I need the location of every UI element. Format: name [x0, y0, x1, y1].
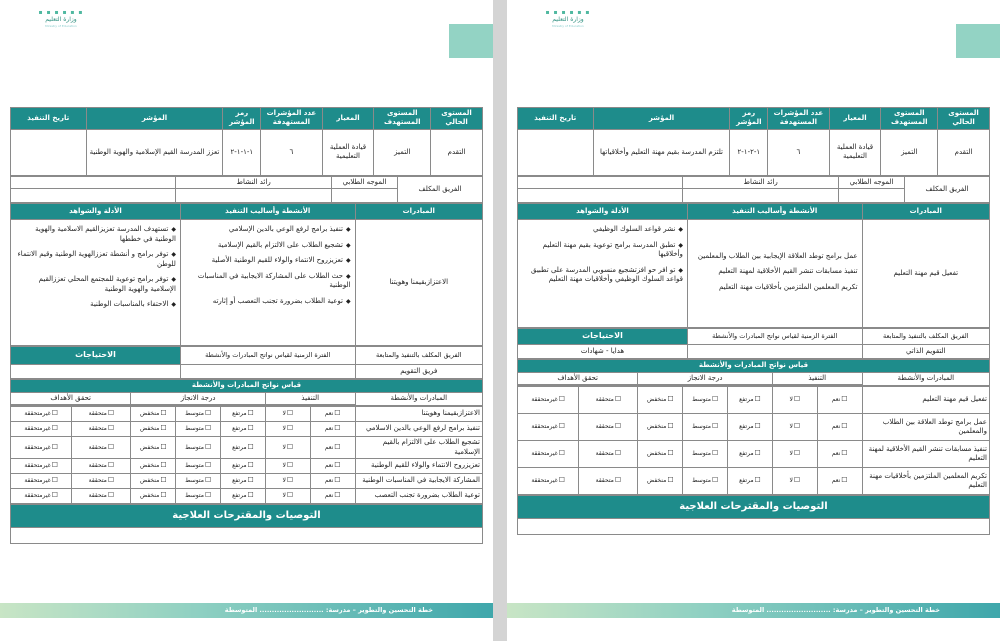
checkbox-no[interactable]: ☐ لا — [789, 396, 800, 403]
measure-rows-right — [517, 386, 990, 495]
checkbox-low[interactable]: ☐ منخفض — [140, 462, 167, 469]
checkbox-not-achieved[interactable]: ☐ غيرمتحققة — [24, 444, 58, 451]
checkbox-not-achieved[interactable]: ☐ غيرمتحققة — [531, 423, 565, 430]
page-footer: خطة التحسين والتطوير – مدرسة: .......................... المتوسطة — [0, 603, 493, 618]
checkbox-medium[interactable]: ☐ متوسط — [185, 444, 211, 451]
exec-date[interactable] — [11, 129, 87, 175]
checkbox-low[interactable]: ☐ منخفض — [647, 477, 674, 484]
measure-row-label: تشجيع الطلاب على الالتزام بالقيم الإسلامية — [355, 437, 482, 459]
measure-row-label: عمل برامج توطد العلاقة بين الطلاب والمعلمين — [862, 414, 989, 441]
checkbox-medium[interactable]: ☐ متوسط — [185, 462, 211, 469]
plan-content — [517, 107, 990, 535]
evidence-list: ◆ نشر قواعد السلوك الوظيفي ◆ تطبق المدرسة برامج توعوية بقيم مهنة التعليم وأخلاقيها ◆ تو افر حو افزتشجيع منسوبي المدرسة على تطبيق قواعد السلوك الوظيفي وأخلاقيات مهنة التعليم — [518, 220, 688, 328]
recommendations-body[interactable] — [518, 518, 990, 534]
current-level: التقدم — [938, 129, 990, 175]
checkbox-medium[interactable]: ☐ متوسط — [692, 423, 718, 430]
checkbox-not-achieved[interactable]: ☐ غيرمتحققة — [531, 396, 565, 403]
standard: قيادة العملية التعليمية — [829, 129, 881, 175]
measure-row-label: تفعيل قيم مهنة التعليم — [862, 387, 989, 414]
checkbox-high[interactable]: ☐ مرتفع — [739, 396, 761, 403]
checkbox-not-achieved[interactable]: ☐ غيرمتحققة — [531, 477, 565, 484]
measure-row — [518, 441, 990, 468]
measure-table: قياس نواتج المبادرات والأنشطة المبادرات والأنشطة التنفيذ درجة الانجاز تحقق الأهداف — [517, 359, 990, 386]
initiative: الاعتزازبقيمنا وهويتنا — [355, 220, 482, 346]
page-right — [507, 0, 1000, 641]
initiatives-table: المبادرات الأنشطة وأساليب التنفيذ الأدلة والشواهد تفعيل قيم مهنة التعليم عمل برامج توطد العلاقة الإيجابية بين الطلاب والمعلمين تنفيذ مسابقات تنشر القيم الأخلاقية لمهنة التعليم تكريم المعلمين الملتزمين بأخلاقيات مهنة التعليم ◆ نشر قواعد السلوك الوظيفي ◆ تطبق المدرسة برامج توعوية بقيم مهنة التعليم وأخلاقيها ◆ تو افر حو افزتشجيع منسوبي المدرسة على تطبيق قواعد السلوك الوظيفي وأخلاقيات مهنة التعليم — [517, 203, 990, 328]
corner-decoration — [449, 24, 493, 58]
checkbox-no[interactable]: ☐ لا — [282, 444, 293, 451]
checkbox-not-achieved[interactable]: ☐ غيرمتحققة — [531, 450, 565, 457]
measure-row-label: تنفيذ مسابقات تنشر القيم الأخلاقية لمهنة التعليم — [862, 441, 989, 468]
checkbox-achieved[interactable]: ☐ متحققة — [596, 477, 621, 484]
checkbox-medium[interactable]: ☐ متوسط — [185, 477, 211, 484]
checkbox-not-achieved[interactable]: ☐ غيرمتحققة — [24, 410, 58, 417]
checkbox-low[interactable]: ☐ منخفض — [647, 396, 674, 403]
checkbox-medium[interactable]: ☐ متوسط — [692, 396, 718, 403]
checkbox-high[interactable]: ☐ مرتفع — [232, 477, 254, 484]
indicator-text: تلتزم المدرسة بقيم مهنة التعليم وأخلاقياتها — [593, 129, 730, 175]
checkbox-yes[interactable]: ☐ نعم — [325, 410, 341, 417]
checkbox-no[interactable]: ☐ لا — [789, 450, 800, 457]
checkbox-no[interactable]: ☐ لا — [282, 477, 293, 484]
checkbox-high[interactable]: ☐ مرتفع — [739, 477, 761, 484]
checkbox-yes[interactable]: ☐ نعم — [325, 425, 341, 432]
checkbox-medium[interactable]: ☐ متوسط — [185, 425, 211, 432]
checkbox-achieved[interactable]: ☐ متحققة — [596, 450, 621, 457]
measure-row — [11, 437, 483, 459]
checkbox-not-achieved[interactable]: ☐ غيرمتحققة — [24, 492, 58, 499]
checkbox-yes[interactable]: ☐ نعم — [325, 477, 341, 484]
team-table: الفريق المكلف الموجه الطلابي رائد النشاط — [10, 176, 483, 203]
checkbox-medium[interactable]: ☐ متوسط — [185, 492, 211, 499]
checkbox-high[interactable]: ☐ مرتفع — [232, 492, 254, 499]
measure-row-label: تكريم المعلمين الملتزمين بأخلاقيات مهنة التعليم — [862, 468, 989, 495]
checkbox-achieved[interactable]: ☐ متحققة — [89, 425, 114, 432]
checkbox-yes[interactable]: ☐ نعم — [325, 444, 341, 451]
checkbox-no[interactable]: ☐ لا — [282, 410, 293, 417]
checkbox-no[interactable]: ☐ لا — [282, 462, 293, 469]
checkbox-low[interactable]: ☐ منخفض — [140, 444, 167, 451]
checkbox-high[interactable]: ☐ مرتفع — [232, 410, 254, 417]
measure-row — [518, 387, 990, 414]
checkbox-low[interactable]: ☐ منخفض — [140, 492, 167, 499]
checkbox-achieved[interactable]: ☐ متحققة — [89, 477, 114, 484]
corner-decoration — [956, 24, 1000, 58]
checkbox-low[interactable]: ☐ منخفض — [140, 477, 167, 484]
checkbox-achieved[interactable]: ☐ متحققة — [89, 410, 114, 417]
ministry-logo: ▪ ▪ ▪ ▪ ▪ ▪ وزارة التعليم Ministry of Education — [545, 9, 591, 28]
recommendations: التوصيات والمقترحات العلاجية — [517, 495, 990, 535]
checkbox-high[interactable]: ☐ مرتفع — [739, 450, 761, 457]
activities-list: عمل برامج توطد العلاقة الإيجابية بين الطلاب والمعلمين تنفيذ مسابقات تنشر القيم الأخلاقية لمهنة التعليم تكريم المعلمين الملتزمين بأخلاقيات مهنة التعليم — [687, 220, 862, 328]
team-table: الفريق المكلف الموجه الطلابي رائد النشاط — [517, 176, 990, 203]
indicator-text: تعزز المدرسة القيم الإسلامية والهوية الوطنية — [86, 129, 223, 175]
checkbox-yes[interactable]: ☐ نعم — [832, 396, 848, 403]
ministry-logo: ▪ ▪ ▪ ▪ ▪ ▪ وزارة التعليم Ministry of Education — [38, 9, 84, 28]
measure-row-label: تنفيذ برامج لرفع الوعي بالدين الاسلامي — [355, 422, 482, 437]
page-left — [0, 0, 493, 641]
checkbox-low[interactable]: ☐ منخفض — [140, 410, 167, 417]
checkbox-not-achieved[interactable]: ☐ غيرمتحققة — [24, 477, 58, 484]
target-level: التميز — [881, 129, 938, 175]
indicator-table: المستوى الحالي المستوى المستهدف المعيار عدد المؤشرات المستهدفة رمز المؤشر المؤشر تاريخ التنفيذ التقدم التميز قيادة العملية التعليمية ٦ ١-١-١-٢ تعزز المدرسة القيم الإسلامية والهوية الوطنية — [10, 107, 483, 176]
measure-row — [11, 422, 483, 437]
checkbox-not-achieved[interactable]: ☐ غيرمتحققة — [24, 462, 58, 469]
checkbox-achieved[interactable]: ☐ متحققة — [596, 396, 621, 403]
page-footer: خطة التحسين والتطوير – مدرسة: .......................... المتوسطة — [507, 603, 1000, 618]
evidence-list: ◆ تستهدف المدرسة تعزيزالقيم الاسلامية والهوية الوطنية في خططها ◆ توفر برامج و أنشطة تعززالهوية الوطنية وقيم الانتماء للوطن ◆ توفر برامج توعوية للمجتمع المحلي تعززالقيم الإسلامية والهوية الوطنية ◆ الاحتفاء بالمناسبات الوطنية — [11, 220, 181, 346]
measure-row — [518, 414, 990, 441]
measure-row — [11, 459, 483, 474]
indicator-table: المستوى الحالي المستوى المستهدف المعيار عدد المؤشرات المستهدفة رمز المؤشر المؤشر تاريخ التنفيذ التقدم التميز قيادة العملية التعليمية ٦ ١-٢-١-٢ تلتزم المدرسة بقيم مهنة التعليم وأخلاقياتها — [517, 107, 990, 176]
standard: قيادة العملية التعليمية — [322, 129, 374, 175]
indicator-code: ١-٢-١-٢ — [730, 129, 768, 175]
plan-content — [10, 107, 483, 544]
activities-list: ◆ تنفيذ برامج لرفع الوعي بالدين الإسلامي ◆ تشجيع الطلاب على الالتزام بالقيم الإسلامية ◆ تعزيزروح الانتماء والولاء للقيم الوطنية الأصلية ◆ حث الطلاب على المشاركة الايجابية في المناسبات الوطنية ◆ توعية الطلاب بضرورة تجنب التعصب أو إثارته — [180, 220, 355, 346]
measure-row-label: الاعتزازبقيمنا وهويتنا — [355, 407, 482, 422]
checkbox-yes[interactable]: ☐ نعم — [832, 450, 848, 457]
checkbox-not-achieved[interactable]: ☐ غيرمتحققة — [24, 425, 58, 432]
measure-row — [11, 407, 483, 422]
measure-row-label: تعزيزروح الانتماء والولاء للقيم الوطنية — [355, 459, 482, 474]
checkbox-high[interactable]: ☐ مرتفع — [232, 444, 254, 451]
target-indicators: ٦ — [261, 129, 322, 175]
checkbox-achieved[interactable]: ☐ متحققة — [89, 492, 114, 499]
current-level: التقدم — [431, 129, 483, 175]
checkbox-no[interactable]: ☐ لا — [282, 492, 293, 499]
measure-row-label: المشاركة الايجابية في المناسبات الوطنية — [355, 474, 482, 489]
checkbox-medium[interactable]: ☐ متوسط — [692, 477, 718, 484]
recommendations: التوصيات والمقترحات العلاجية — [10, 504, 483, 544]
checkbox-high[interactable]: ☐ مرتفع — [739, 423, 761, 430]
target-indicators: ٦ — [768, 129, 829, 175]
followup-table: الفريق المكلف بالتنفيذ والمتابعة الفترة الزمنية لقياس نواتج المبادرات والأنشطة الاحتياجات التقويم الذاتي هدايا - شهادات — [517, 328, 990, 359]
initiative: تفعيل قيم مهنة التعليم — [862, 220, 989, 328]
measure-row-label: توعية الطلاب بضرورة تجنب التعصب — [355, 489, 482, 504]
checkbox-medium[interactable]: ☐ متوسط — [692, 450, 718, 457]
measure-row — [518, 468, 990, 495]
checkbox-yes[interactable]: ☐ نعم — [325, 462, 341, 469]
followup-table: الفريق المكلف بالتنفيذ والمتابعة الفترة الزمنية لقياس نواتج المبادرات والأنشطة الاحتياجات فريق التقويم — [10, 346, 483, 379]
checkbox-no[interactable]: ☐ لا — [789, 477, 800, 484]
page-gap — [493, 0, 507, 641]
checkbox-low[interactable]: ☐ منخفض — [647, 423, 674, 430]
measure-row — [11, 474, 483, 489]
checkbox-high[interactable]: ☐ مرتفع — [232, 425, 254, 432]
checkbox-high[interactable]: ☐ مرتفع — [232, 462, 254, 469]
checkbox-yes[interactable]: ☐ نعم — [832, 423, 848, 430]
measure-row — [11, 489, 483, 504]
measure-rows-left — [10, 406, 483, 504]
target-level: التميز — [374, 129, 431, 175]
checkbox-no[interactable]: ☐ لا — [789, 423, 800, 430]
checkbox-yes[interactable]: ☐ نعم — [325, 492, 341, 499]
initiatives-table: المبادرات الأنشطة وأساليب التنفيذ الأدلة والشواهد الاعتزازبقيمنا وهويتنا ◆ تنفيذ برامج لرفع الوعي بالدين الإسلامي ◆ تشجيع الطلاب على الالتزام بالقيم الإسلامية ◆ تعزيزروح الانتماء والولاء للقيم الوطنية الأصلية ◆ حث الطلاب على المشاركة الايجابية في المناسبات الوطنية ◆ توعية الطلاب بضرورة تجنب التعصب أو إثارته ◆ تستهدف المدرسة تعزيزالقيم الاسلامية والهوية الوطنية في خططها ◆ توفر برامج و أنشطة تعززالهوية الوطنية وقيم الانتماء للوطن ◆ توفر برامج توعوية للمجتمع المحلي تعززالقيم الإسلامية والهوية الوطنية ◆ الاحتفاء بالمناسبات الوطنية — [10, 203, 483, 346]
exec-date[interactable] — [518, 129, 594, 175]
checkbox-low[interactable]: ☐ منخفض — [140, 425, 167, 432]
checkbox-achieved[interactable]: ☐ متحققة — [89, 444, 114, 451]
checkbox-low[interactable]: ☐ منخفض — [647, 450, 674, 457]
checkbox-yes[interactable]: ☐ نعم — [832, 477, 848, 484]
checkbox-no[interactable]: ☐ لا — [282, 425, 293, 432]
checkbox-achieved[interactable]: ☐ متحققة — [596, 423, 621, 430]
indicator-code: ١-١-١-٢ — [223, 129, 261, 175]
checkbox-medium[interactable]: ☐ متوسط — [185, 410, 211, 417]
measure-table: قياس نواتج المبادرات والأنشطة المبادرات والأنشطة التنفيذ درجة الانجاز تحقق الأهداف — [10, 379, 483, 406]
checkbox-achieved[interactable]: ☐ متحققة — [89, 462, 114, 469]
recommendations-body[interactable] — [11, 527, 483, 543]
